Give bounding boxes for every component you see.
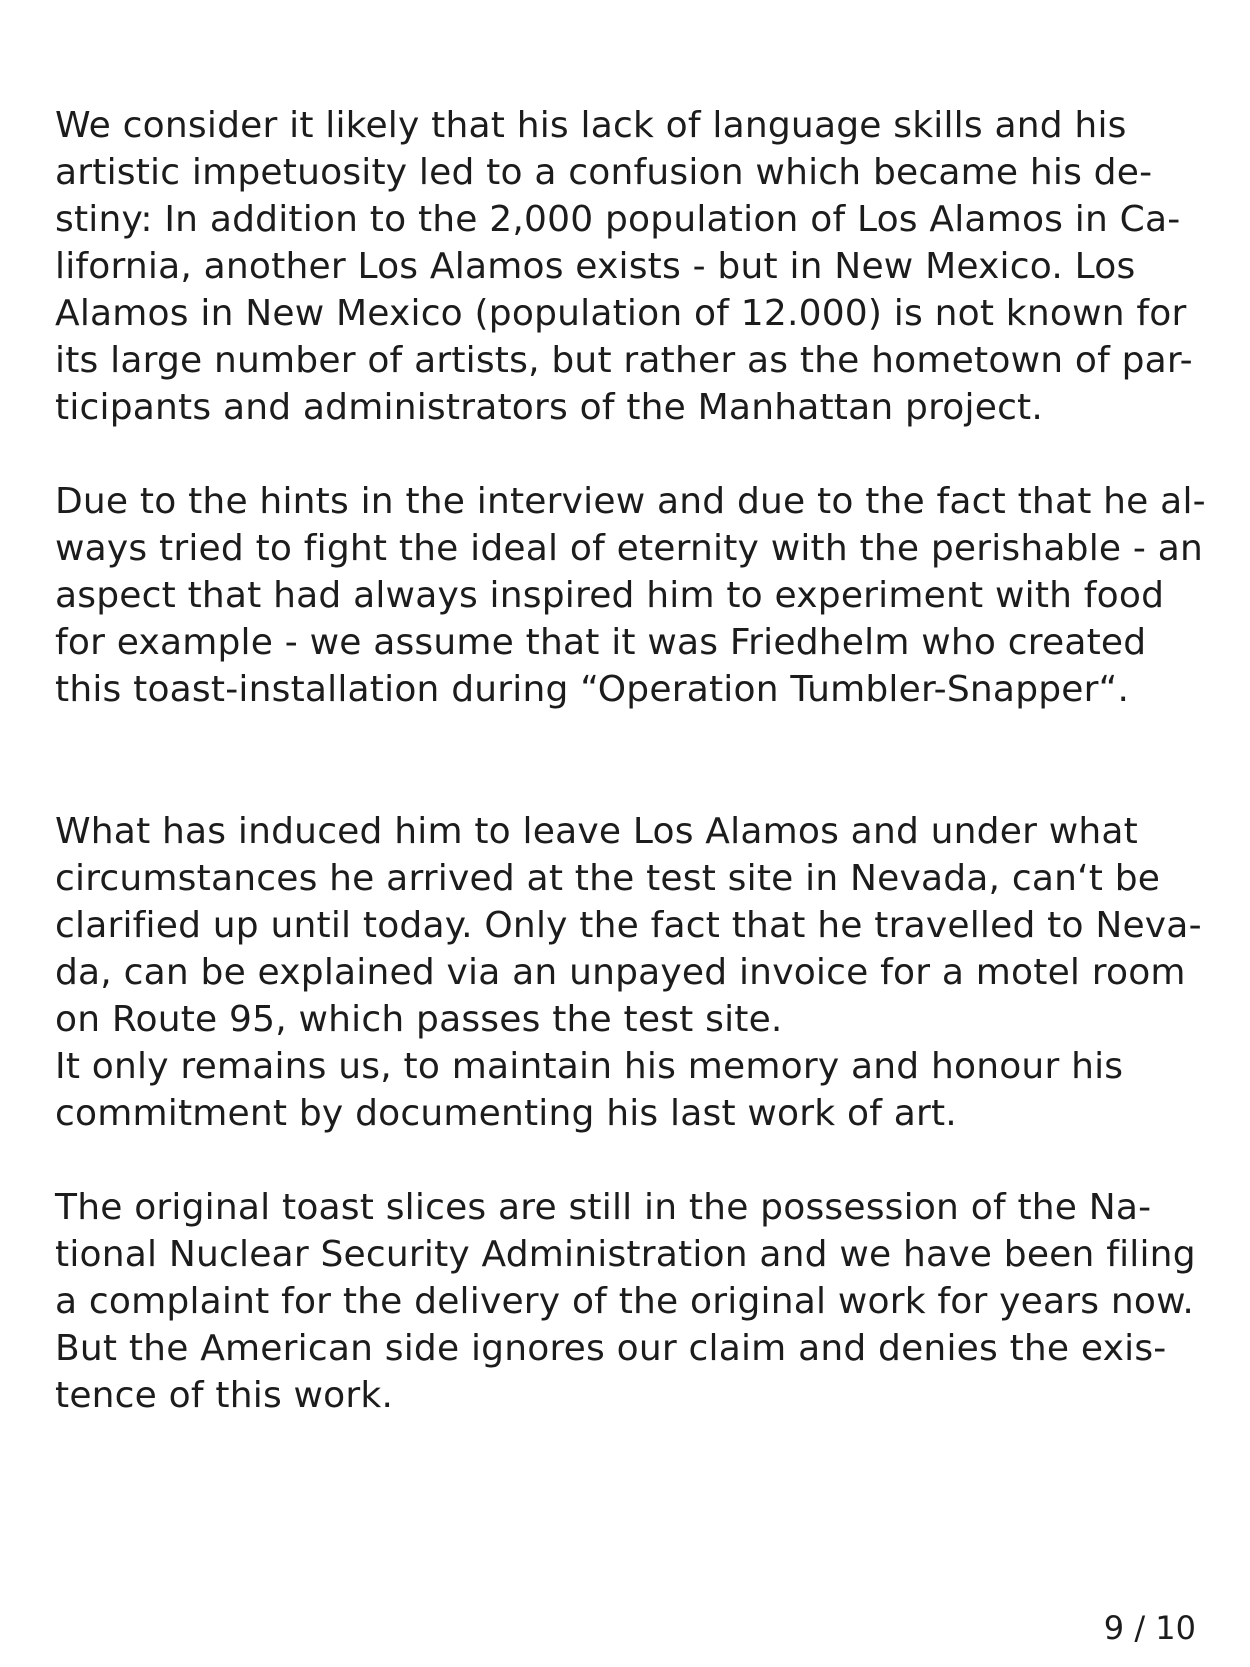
paragraph-1-line-5: Alamos in New Mexico (population of 12.000) is not known for [55,293,1187,334]
paragraph-3-line-3: clarified up until today. Only the fact that he travelled to Neva- [55,905,1202,946]
paragraph-2-line-2: ways tried to fight the ideal of eternity with the perishable - an [55,528,1204,569]
paragraph-4-line-3: a complaint for the delivery of the original work for years now. [55,1281,1195,1322]
paragraph-3-line-5: on Route 95, which passes the test site. [55,999,783,1040]
paragraph-1-line-1: We consider it likely that his lack of language skills and his [55,105,1127,146]
paragraph-3-line-6: It only remains us, to maintain his memory and honour his [55,1046,1124,1087]
paragraph-2-line-1: Due to the hints in the interview and due to the fact that he al- [55,481,1206,522]
paragraph-1-line-7: ticipants and administrators of the Manhattan project. [55,387,1044,428]
paragraph-4-line-4: But the American side ignores our claim and denies the exis- [55,1328,1167,1369]
paragraph-4-line-5: tence of this work. [55,1375,394,1416]
paragraph-3-line-2: circumstances he arrived at the test site in Nevada, can‘t be [55,858,1161,899]
paragraph-3-line-7: commitment by documenting his last work of art. [55,1093,957,1134]
paragraph-1-line-4: lifornia, another Los Alamos exists - but in New Mexico. Los [55,246,1136,287]
paragraph-2-line-4: for example - we assume that it was Friedhelm who created [55,622,1147,663]
paragraph-2-line-3: aspect that had always inspired him to experiment with food [55,575,1165,616]
paragraph-1-line-6: its large number of artists, but rather as the hometown of par- [55,340,1193,381]
page-number: 9 / 10 [1103,1609,1196,1647]
paragraph-4-line-2: tional Nuclear Security Administration and we have been filing [55,1234,1196,1275]
paragraph-1-line-3: stiny: In addition to the 2,000 population of Los Alamos in Ca- [55,199,1181,240]
paragraph-1-line-2: artistic impetuosity led to a confusion which became his de- [55,152,1153,193]
paragraph-2-line-5: this toast-installation during “Operation Tumbler-Snapper“. [55,669,1130,710]
paragraph-4-line-1: The original toast slices are still in the possession of the Na- [55,1187,1152,1228]
paragraph-3-line-4: da, can be explained via an unpayed invoice for a motel room [55,952,1186,993]
paragraph-3-line-1: What has induced him to leave Los Alamos and under what [55,811,1138,852]
